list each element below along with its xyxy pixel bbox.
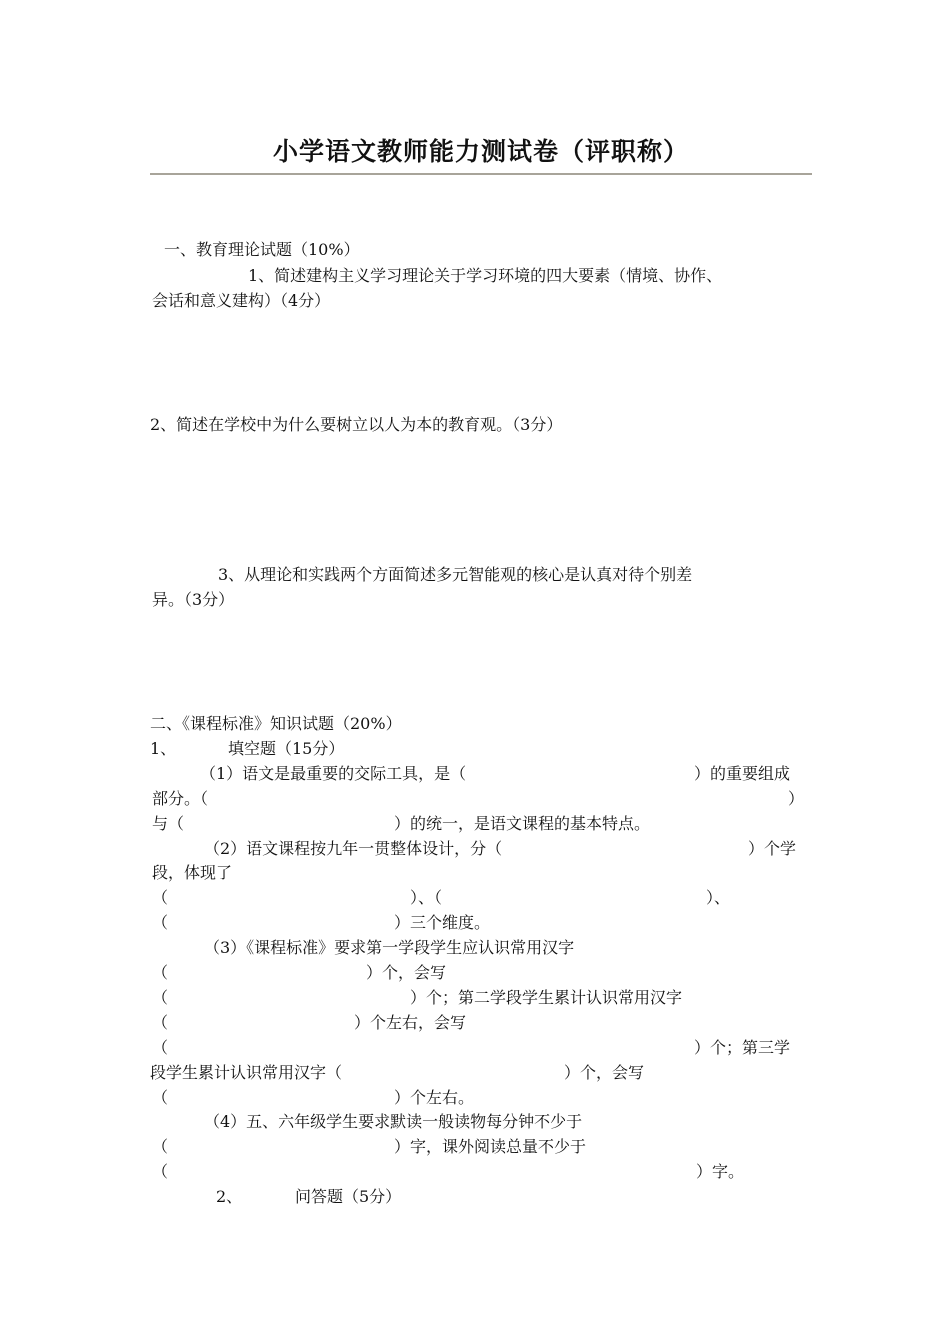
fill-blank-number: 1、	[150, 739, 177, 758]
item3-text-b: （	[152, 963, 169, 982]
item1-text-f: ）的统一，是语文课程的基本特点。	[394, 814, 651, 833]
item3-text-l: （	[152, 1088, 169, 1107]
item1-text-e: 与（	[152, 814, 185, 833]
fill-blank-title: 填空题（15分）	[228, 739, 345, 758]
item4-text-d: （	[152, 1162, 169, 1181]
item4-text-b: （	[152, 1137, 169, 1156]
item1-text-c: 部分。（	[152, 789, 209, 808]
item3-text-m: ）个左右。	[394, 1088, 475, 1107]
item3-text-c: ）个，会写	[366, 963, 447, 982]
item2-text-e: ）、（	[410, 888, 443, 907]
item2-text-h: ）三个维度。	[394, 913, 491, 932]
item3-text-d: （	[152, 988, 169, 1007]
item3-text-i: ）个；第三学	[694, 1038, 791, 1057]
item4-text-c: ）字，课外阅读总量不少于	[394, 1137, 587, 1156]
section2-heading: 二、《课程标准》知识试题（20%）	[150, 714, 402, 733]
qa-number: 2、	[216, 1187, 243, 1206]
item3-text-a: （3）《课程标准》要求第一学段学生应认识常用汉字	[204, 938, 575, 957]
item3-text-k: ）个，会写	[564, 1063, 645, 1082]
item3-text-j: 段学生累计认识常用汉字（	[150, 1063, 343, 1082]
item2-text-g: （	[152, 913, 169, 932]
item3-text-f: （	[152, 1013, 169, 1032]
page-title: 小学语文教师能力测试卷（评职称）	[272, 137, 689, 166]
item3-text-h: （	[152, 1038, 169, 1057]
section1-heading: 一、教育理论试题（10%）	[164, 240, 360, 259]
item1-text-a: （1）语文是最重要的交际工具，是（	[200, 764, 467, 783]
item2-text-d: （	[152, 888, 169, 907]
question-3-line-2: 异。（3分）	[152, 590, 235, 609]
item2-text-f: ）、	[706, 888, 731, 907]
item1-text-b: ）的重要组成	[694, 764, 791, 783]
item2-text-a: （2）语文课程按九年一贯整体设计，分（	[204, 839, 503, 858]
item3-text-g: ）个左右，会写	[354, 1013, 467, 1032]
question-1-line-1: 1、简述建构主义学习理论关于学习环境的四大要素（情境、协作、	[248, 266, 723, 285]
item2-text-b: ）个学	[748, 839, 797, 858]
item4-text-a: （4）五、六年级学生要求默读一般读物每分钟不少于	[204, 1112, 583, 1131]
question-3-line-1: 3、从理论和实践两个方面简述多元智能观的核心是认真对待个别差	[218, 565, 693, 584]
qa-title: 问答题（5分）	[295, 1187, 402, 1206]
item3-text-e: ）个；第二学段学生累计认识常用汉字	[410, 988, 683, 1007]
item4-text-e: ）字。	[696, 1162, 745, 1181]
title-divider	[150, 173, 812, 175]
question-1-line-2: 会话和意义建构）（4分）	[152, 291, 331, 310]
question-2: 2、简述在学校中为什么要树立以人为本的教育观。（3分）	[150, 415, 563, 434]
item2-text-c: 段，体现了	[152, 863, 233, 882]
item1-text-d: ）	[788, 789, 805, 808]
